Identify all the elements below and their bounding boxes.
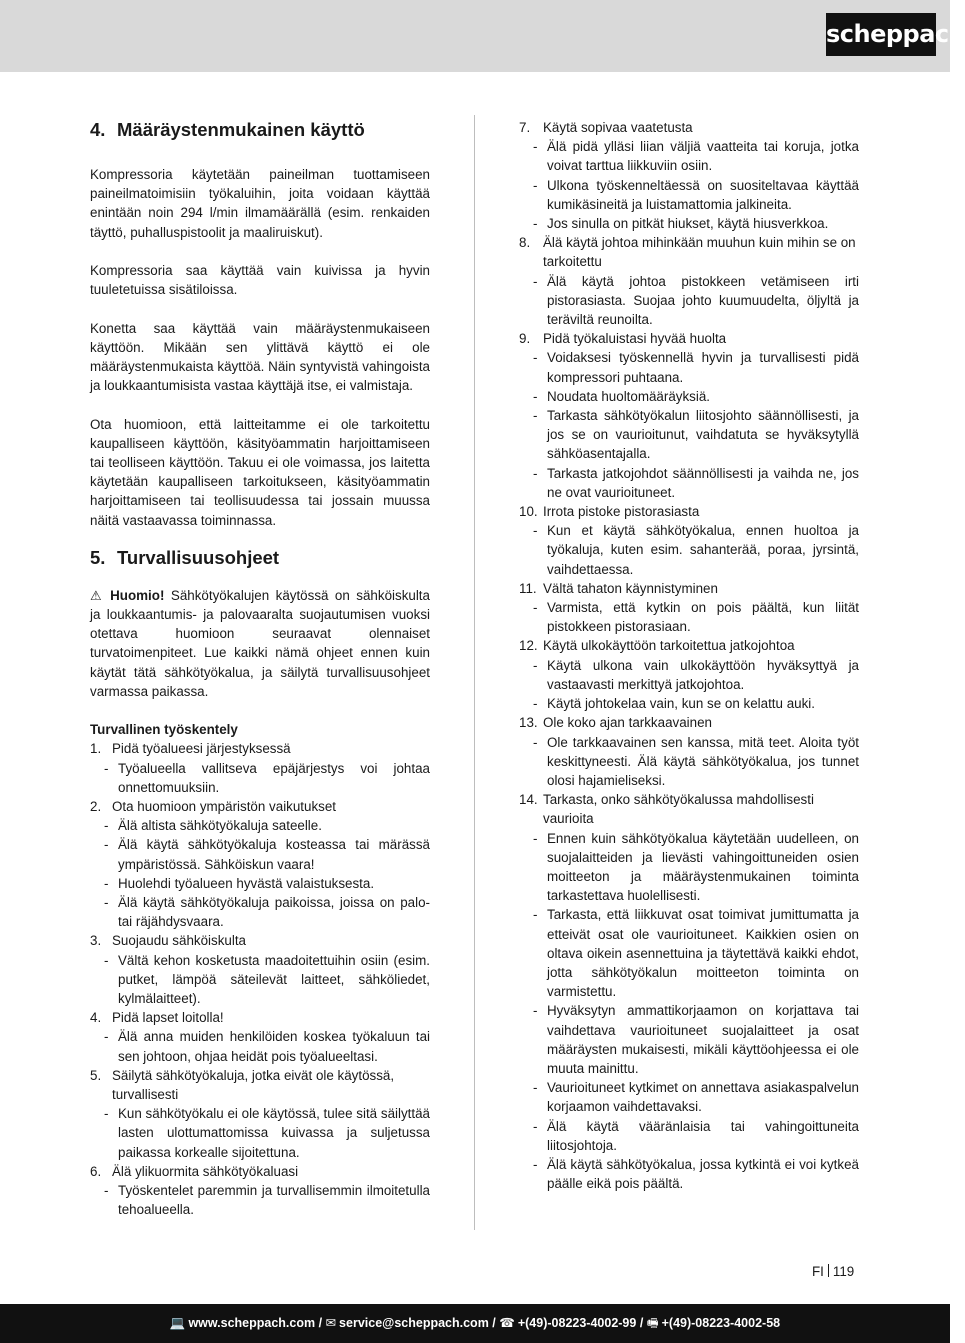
list-subitem: - Työalueella vallitseva epäjärjestys voi johtaa onnettomuuksiin.	[104, 760, 430, 795]
footer-phone: +(49)-08223-4002-99	[517, 1316, 637, 1330]
list-item	[90, 931, 430, 950]
section-4-paragraph: Konetta saa käyttää vain määräystenmukaiseen käyttöön. Mikään sen ylittävä käyttö ei ole määräystenmukaista käyttöä. Näin syntyvistä vahingoista ja loukkaantumisista vastaa käyttäjä itse, ei valmistaja.	[90, 320, 430, 394]
list-item-title: Suojaudu sähköiskulta	[112, 933, 246, 949]
footer-bar: 💻 www.scheppach.com / ✉ service@scheppach.com / ☎ +(49)-08223-4002-99 / 🖷 +(49)-08223-4002-58	[0, 1304, 950, 1343]
warning-triangle-icon: ⚠	[90, 587, 102, 603]
fax-icon: 🖷	[646, 1316, 659, 1330]
section-4-paragraph: Ota huomioon, että laitteitamme ei ole tarkoitettu kaupalliseen käyttöön, käsityöammatin harjoittamiseen tai teolliseen käyttöön. Takuu ei ole voimassa, jos laitetta käytetään kaupalliseen tarkoitukseen, käsityöammatin harjoittamiseen tai teollisuudessa tai jossain muussa näitä vastaavassa toiminnassa.	[90, 416, 430, 528]
section-5-heading: 5. Turvallisuusohjeet	[90, 546, 280, 568]
right-column	[519, 118, 859, 1193]
list-item-title: Käytä sopivaa vaatetusta	[543, 120, 693, 135]
list-item	[90, 739, 430, 758]
list-subitem: - Älä käytä sähkötyökaluja kosteassa tai märässä ympäristössä. Sähköiskun vaara!	[104, 837, 430, 872]
list-item	[519, 329, 859, 348]
list-subitem: - Älä pidä ylläsi liian väljiä vaatteita tai koruja, jotka voivat tarttua liikkuviin osiin.	[533, 139, 859, 174]
list-item	[90, 1066, 430, 1104]
list-item	[519, 636, 859, 655]
list-item-number: 7.	[519, 120, 531, 135]
list-subitem: - Vältä kehon kosketusta maadoitettuihin osiin (esim. putket, lämpöä säteilevät laitteet, sähköliedet, kylmälaitteet).	[104, 952, 430, 1007]
list-item-number: 4.	[90, 1010, 102, 1026]
list-item-title: Älä ylikuormita sähkötyökaluasi	[112, 1163, 299, 1179]
list-subitem: - Käytä johtokelaa vain, kun se on kelattu auki.	[533, 696, 815, 712]
list-subitem: - Ole tarkkaavainen sen kanssa, mitä teet. Aloita työt keskittyneesti. Älä käytä sähkötyökalua, jos tunnet olosi hajamieliseksi.	[533, 734, 859, 788]
list-subitem: - Älä altista sähkötyökaluja sateelle.	[104, 818, 322, 834]
list-subitem: - Tarkasta jatkojohdot säännöllisesti ja vaihda ne, jos ne ovat vaurioituneet.	[533, 465, 859, 500]
header-bar	[0, 0, 965, 72]
section-4-heading: 4. Määräystenmukainen käyttö	[90, 119, 365, 140]
list-item	[519, 713, 859, 732]
list-item	[519, 233, 859, 271]
footer-web: www.scheppach.com	[188, 1316, 316, 1330]
list-subitem: - Työskentelet paremmin ja turvallisemmin ilmoitetulla tehoalueella.	[104, 1183, 430, 1218]
list-subitem: - Älä käytä vääränlaisia tai vahingoittuneita liitosjohtoja.	[533, 1118, 859, 1153]
mail-icon: ✉	[325, 1316, 337, 1330]
safety-list-left	[90, 739, 430, 1219]
list-item-number: 1.	[90, 741, 102, 757]
footer-email: service@scheppach.com	[339, 1316, 489, 1330]
list-subitem: - Ennen kuin sähkötyökalua käytetään uudelleen, on suojalaitteiden ja lievästi vahingoittuneiden osien moitteeton ja määräystenmukainen toiminta tarkastettava huolellisesti.	[533, 830, 859, 904]
list-item	[90, 1162, 430, 1181]
phone-icon: ☎	[499, 1316, 515, 1330]
list-item-title: Irrota pistoke pistorasiasta	[543, 504, 700, 520]
list-item-title: Käytä ulkokäyttöön tarkoitettua jatkojohtoa	[543, 638, 795, 654]
page-number: FI 119	[812, 1264, 855, 1279]
computer-icon: 💻	[169, 1316, 186, 1330]
footer-fax: +(49)-08223-4002-58	[661, 1316, 781, 1330]
list-item-title: Ota huomioon ympäristön vaikutukset	[112, 799, 337, 815]
list-subitem: - Voidaksesi työskennellä hyvin ja turvallisesti pidä kompressori puhtaana.	[533, 350, 859, 385]
list-item-title: Pidä työkaluistasi hyvää huolta	[543, 331, 727, 347]
warning-paragraph: ⚠ Huomio! Sähkötyökalujen käytössä on sähköiskulta ja loukkaantumis- ja palovaaralta suojautumisen vuoksi otettava huomioon seuraavat olennaiset turvatoimenpiteet. Lue kaikki nämä ohjeet ennen kuin käytät tätä sähkötyökalua, ja säilytä turvallisuusohjeet varmassa paikassa.	[90, 587, 430, 699]
list-item-title: Pidä työalueesi järjestyksessä	[112, 741, 291, 757]
list-item-title: Säilytä sähkötyökaluja, jotka eivät ole käytössä, turvallisesti	[112, 1067, 395, 1103]
list-item-number: 5.	[90, 1067, 102, 1083]
subheading: Turvallinen työskentely	[90, 722, 238, 738]
list-item-number: 3.	[90, 933, 102, 949]
list-item-title: Pidä lapset loitolla!	[112, 1010, 224, 1026]
list-subitem: - Älä käytä sähkötyökaluja paikoissa, joissa on palo- tai räjähdysvaara.	[104, 895, 430, 930]
list-item	[519, 790, 859, 828]
list-subitem: - Kun et käytä sähkötyökalua, ennen huoltoa ja työkaluja, kuten esim. sahanterää, poraa, jyrsintä, vaihdettaessa.	[533, 523, 859, 577]
list-subitem: - Älä käytä johtoa pistokkeen vetämiseen irti pistorasiasta. Suojaa johto kuumuudelta, öljyltä ja teräviltä reunoilta.	[533, 273, 859, 328]
list-subitem: - Tarkasta, että liikkuvat osat toimivat jumittumatta ja etteivät osat ole vaurioituneet. Kaikkien osien on oltava oikein asennettuina ja täytettävä kaikki ehdot, jotta sähkötyökalun moitteeton toiminta on varmistettu.	[533, 907, 859, 1000]
list-item-title: Älä käytä johtoa mihinkään muuhun kuin mihin se on tarkoitettu	[543, 235, 856, 270]
list-item	[90, 797, 430, 816]
column-divider	[474, 115, 475, 1230]
list-item-title: Vältä tahaton käynnistyminen	[543, 580, 718, 596]
list-subitem: - Ulkona työskenneltäessä on suositeltavaa käyttää kumikäsineitä ja luistamattomia jalkineita.	[533, 177, 859, 212]
list-subitem: - Tarkasta sähkötyökalun liitosjohto säännöllisesti, ja jos se on vaurioitunut, vaihdatuta se hyväksytyllä sähköasentajalla.	[533, 408, 859, 462]
list-subitem: - Älä anna muiden henkilöiden koskea työkaluun tai sen johtoon, ohjaa heidät pois työalueeltasi.	[104, 1029, 430, 1064]
list-subitem: - Vaurioituneet kytkimet on annettava asiakaspalvelun korjaamon vaihdettavaksi.	[533, 1080, 859, 1115]
list-subitem: - Käytä ulkona vain ulkokäyttöön hyväksyttyä ja vastaavasti merkittyä jatkojohtoa.	[533, 657, 859, 692]
list-item-number: 9.	[519, 331, 531, 347]
left-column	[90, 118, 430, 1220]
list-item-number: 2.	[90, 799, 102, 815]
scheppach-logo: scheppach	[826, 13, 936, 56]
section-4-paragraph: Kompressoria saa käyttää vain kuivissa ja hyvin tuuletetuissa sisätiloissa.	[90, 263, 430, 298]
list-subitem: - Hyväksytyn ammattikorjaamon on korjattava tai vaihdettava vaurioituneet suojalaitteet ja osat määräysten mukaisesti, mikäli käyttöohjeessa ei ole muuta mainittu.	[533, 1003, 859, 1076]
list-subitem: - Jos sinulla on pitkät hiukset, käytä hiusverkkoa.	[533, 216, 829, 232]
list-item-number: 14.	[519, 792, 538, 808]
list-item-number: 13.	[519, 715, 538, 731]
list-subitem: - Huolehdi työalueen hyvästä valaistuksesta.	[104, 875, 375, 891]
list-item	[519, 502, 859, 521]
section-4-paragraph: Kompressoria käytetään paineilman tuottamiseen paineilmatoimisiin työkaluihin, joita voidaan käyttää enintään noin 294 l/min ilmamäärällä (esim. renkaiden täyttö, puhalluspistoolit ja maaliruiskut).	[90, 167, 430, 240]
list-subitem: - Noudata huoltomääräyksiä.	[533, 388, 711, 404]
list-item	[519, 118, 859, 137]
list-item-title: Ole koko ajan tarkkaavainen	[543, 715, 712, 731]
list-item-number: 8.	[519, 235, 531, 251]
safety-list-right	[519, 118, 859, 1193]
list-item	[90, 1008, 430, 1027]
list-item-number: 12.	[519, 638, 538, 654]
list-item-title: Tarkasta, onko sähkötyökalussa mahdollisesti vaurioita	[543, 792, 814, 827]
list-item-number: 10.	[519, 504, 538, 520]
list-item	[519, 579, 859, 598]
list-subitem: - Varmista, että kytkin on pois päältä, kun liität pistokkeen pistorasiaan.	[533, 600, 859, 635]
list-subitem: - Kun sähkötyökalu ei ole käytössä, tulee sitä säilyttää lasten ulottumattomissa kuivassa ja suljetussa paikassa korkealle sijoitettuna.	[104, 1106, 430, 1160]
list-item-number: 11.	[519, 580, 537, 596]
list-subitem: - Älä käytä sähkötyökalua, jossa kytkintä ei voi kytkeä päälle eikä pois päältä.	[533, 1156, 859, 1192]
list-item-number: 6.	[90, 1163, 102, 1179]
